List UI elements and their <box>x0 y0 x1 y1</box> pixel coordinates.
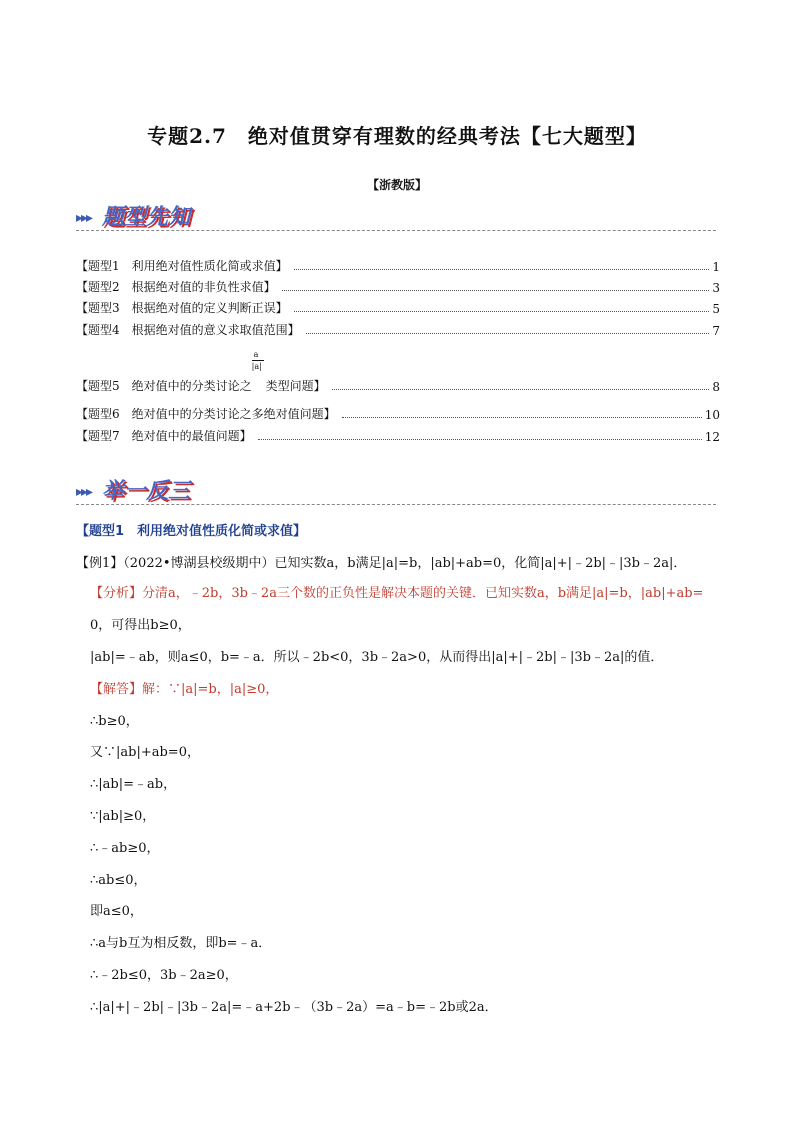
edition-label: 【浙教版】 <box>366 178 427 192</box>
toc-item-label: 【题型3 根据绝对值的定义判断正误】 <box>76 301 288 315</box>
toc-item-label: 【题型6 绝对值中的分类讨论之多绝对值问题】 <box>76 407 336 421</box>
fraction-bar <box>252 360 264 361</box>
toc-leader <box>332 389 710 390</box>
solution-line: ∵|ab|≥0， <box>90 809 156 824</box>
divider <box>76 230 716 231</box>
solution-line: ∴b≥0， <box>90 714 139 729</box>
toc-item[interactable] <box>76 279 720 295</box>
fraction-denominator: |a| <box>251 362 262 371</box>
toc-item-page: 12 <box>704 430 720 444</box>
analysis-line: |ab|=﹣ab，则a≤0，b=﹣a．所以﹣2b<0，3b﹣2a>0，从而得出|a|+|﹣2b|﹣|3b﹣2a|的值． <box>90 650 664 665</box>
analysis-line: 【分析】分清a，﹣2b，3b﹣2a三个数的正负性是解决本题的关键．已知实数a，b满足|a|=b，|ab|+ab= <box>90 586 704 601</box>
analysis-line: 0，可得出b≥0， <box>90 618 191 633</box>
solution-line: ∴|a|+|﹣2b|﹣|3b﹣2a|=﹣a+2b﹣（3b﹣2a）=a﹣b=﹣2b或2a． <box>90 1000 498 1015</box>
toc-leader <box>342 417 702 418</box>
section-heading: 【题型1 利用绝对值性质化简或求值】 <box>76 524 307 539</box>
solution-line: ∴﹣2b≤0，3b﹣2a≥0， <box>90 968 238 983</box>
solution-line: ∴a与b互为相反数，即b=﹣a． <box>90 936 272 951</box>
toc-item-page: 1 <box>712 260 720 274</box>
toc-leader <box>294 311 710 312</box>
toc-leader <box>306 333 710 334</box>
solution-line: ∴ab≤0， <box>90 873 147 888</box>
example-question: 【例1】（2022•博湖县校级期中）已知实数a，b满足|a|=b，|ab|+ab=0，化简|a|+|﹣2b|﹣|3b﹣2a|． <box>76 556 687 571</box>
toc-item-page: 3 <box>712 281 720 295</box>
solution-line: 即a≤0， <box>90 904 143 919</box>
toc-item[interactable] <box>76 322 720 338</box>
toc-item[interactable] <box>76 300 720 316</box>
divider <box>76 504 716 505</box>
toc-item-label-pre: 【题型5 绝对值中的分类讨论之 <box>76 379 252 393</box>
toc-item[interactable] <box>76 406 720 422</box>
solution-line: ∴﹣ab≥0， <box>90 841 160 856</box>
page-title: 专题2.7 绝对值贯穿有理数的经典考法【七大题型】 <box>147 124 647 148</box>
banner-arrows-icon: ▸▸▸ <box>76 484 92 500</box>
fraction-numerator: a <box>253 350 259 359</box>
toc-leader <box>258 439 702 440</box>
toc-leader <box>294 269 710 270</box>
toc-item-label: 【题型4 根据绝对值的意义求取值范围】 <box>76 323 300 337</box>
solution-line: ∴|ab|=﹣ab， <box>90 777 177 792</box>
toc-item-page: 7 <box>712 324 720 338</box>
banner-practice-title: 举一反三 <box>102 479 191 504</box>
fraction <box>251 350 266 390</box>
solution-line: 【解答】解：∵|a|=b，|a|≥0， <box>90 682 279 697</box>
toc-item[interactable] <box>76 428 720 444</box>
toc-item[interactable] <box>76 258 720 274</box>
banner-toc <box>76 200 716 234</box>
toc-item-page: 5 <box>712 302 720 316</box>
toc-item-label <box>76 350 326 394</box>
toc-item-label: 【题型1 利用绝对值性质化简或求值】 <box>76 259 288 273</box>
banner-arrows-icon: ▸▸▸ <box>76 210 92 226</box>
toc-item-label: 【题型7 绝对值中的最值问题】 <box>76 429 252 443</box>
banner-toc-title: 题型先知 <box>102 205 191 230</box>
toc-item[interactable] <box>76 350 720 394</box>
toc-item-page: 10 <box>704 408 720 422</box>
toc-item-page: 8 <box>712 380 720 394</box>
banner-practice <box>76 474 716 508</box>
toc-item-label: 【题型2 根据绝对值的非负性求值】 <box>76 280 276 294</box>
solution-line: 又∵|ab|+ab=0， <box>90 745 200 760</box>
toc-leader <box>282 290 710 291</box>
toc-item-label-post: 类型问题】 <box>265 379 326 393</box>
